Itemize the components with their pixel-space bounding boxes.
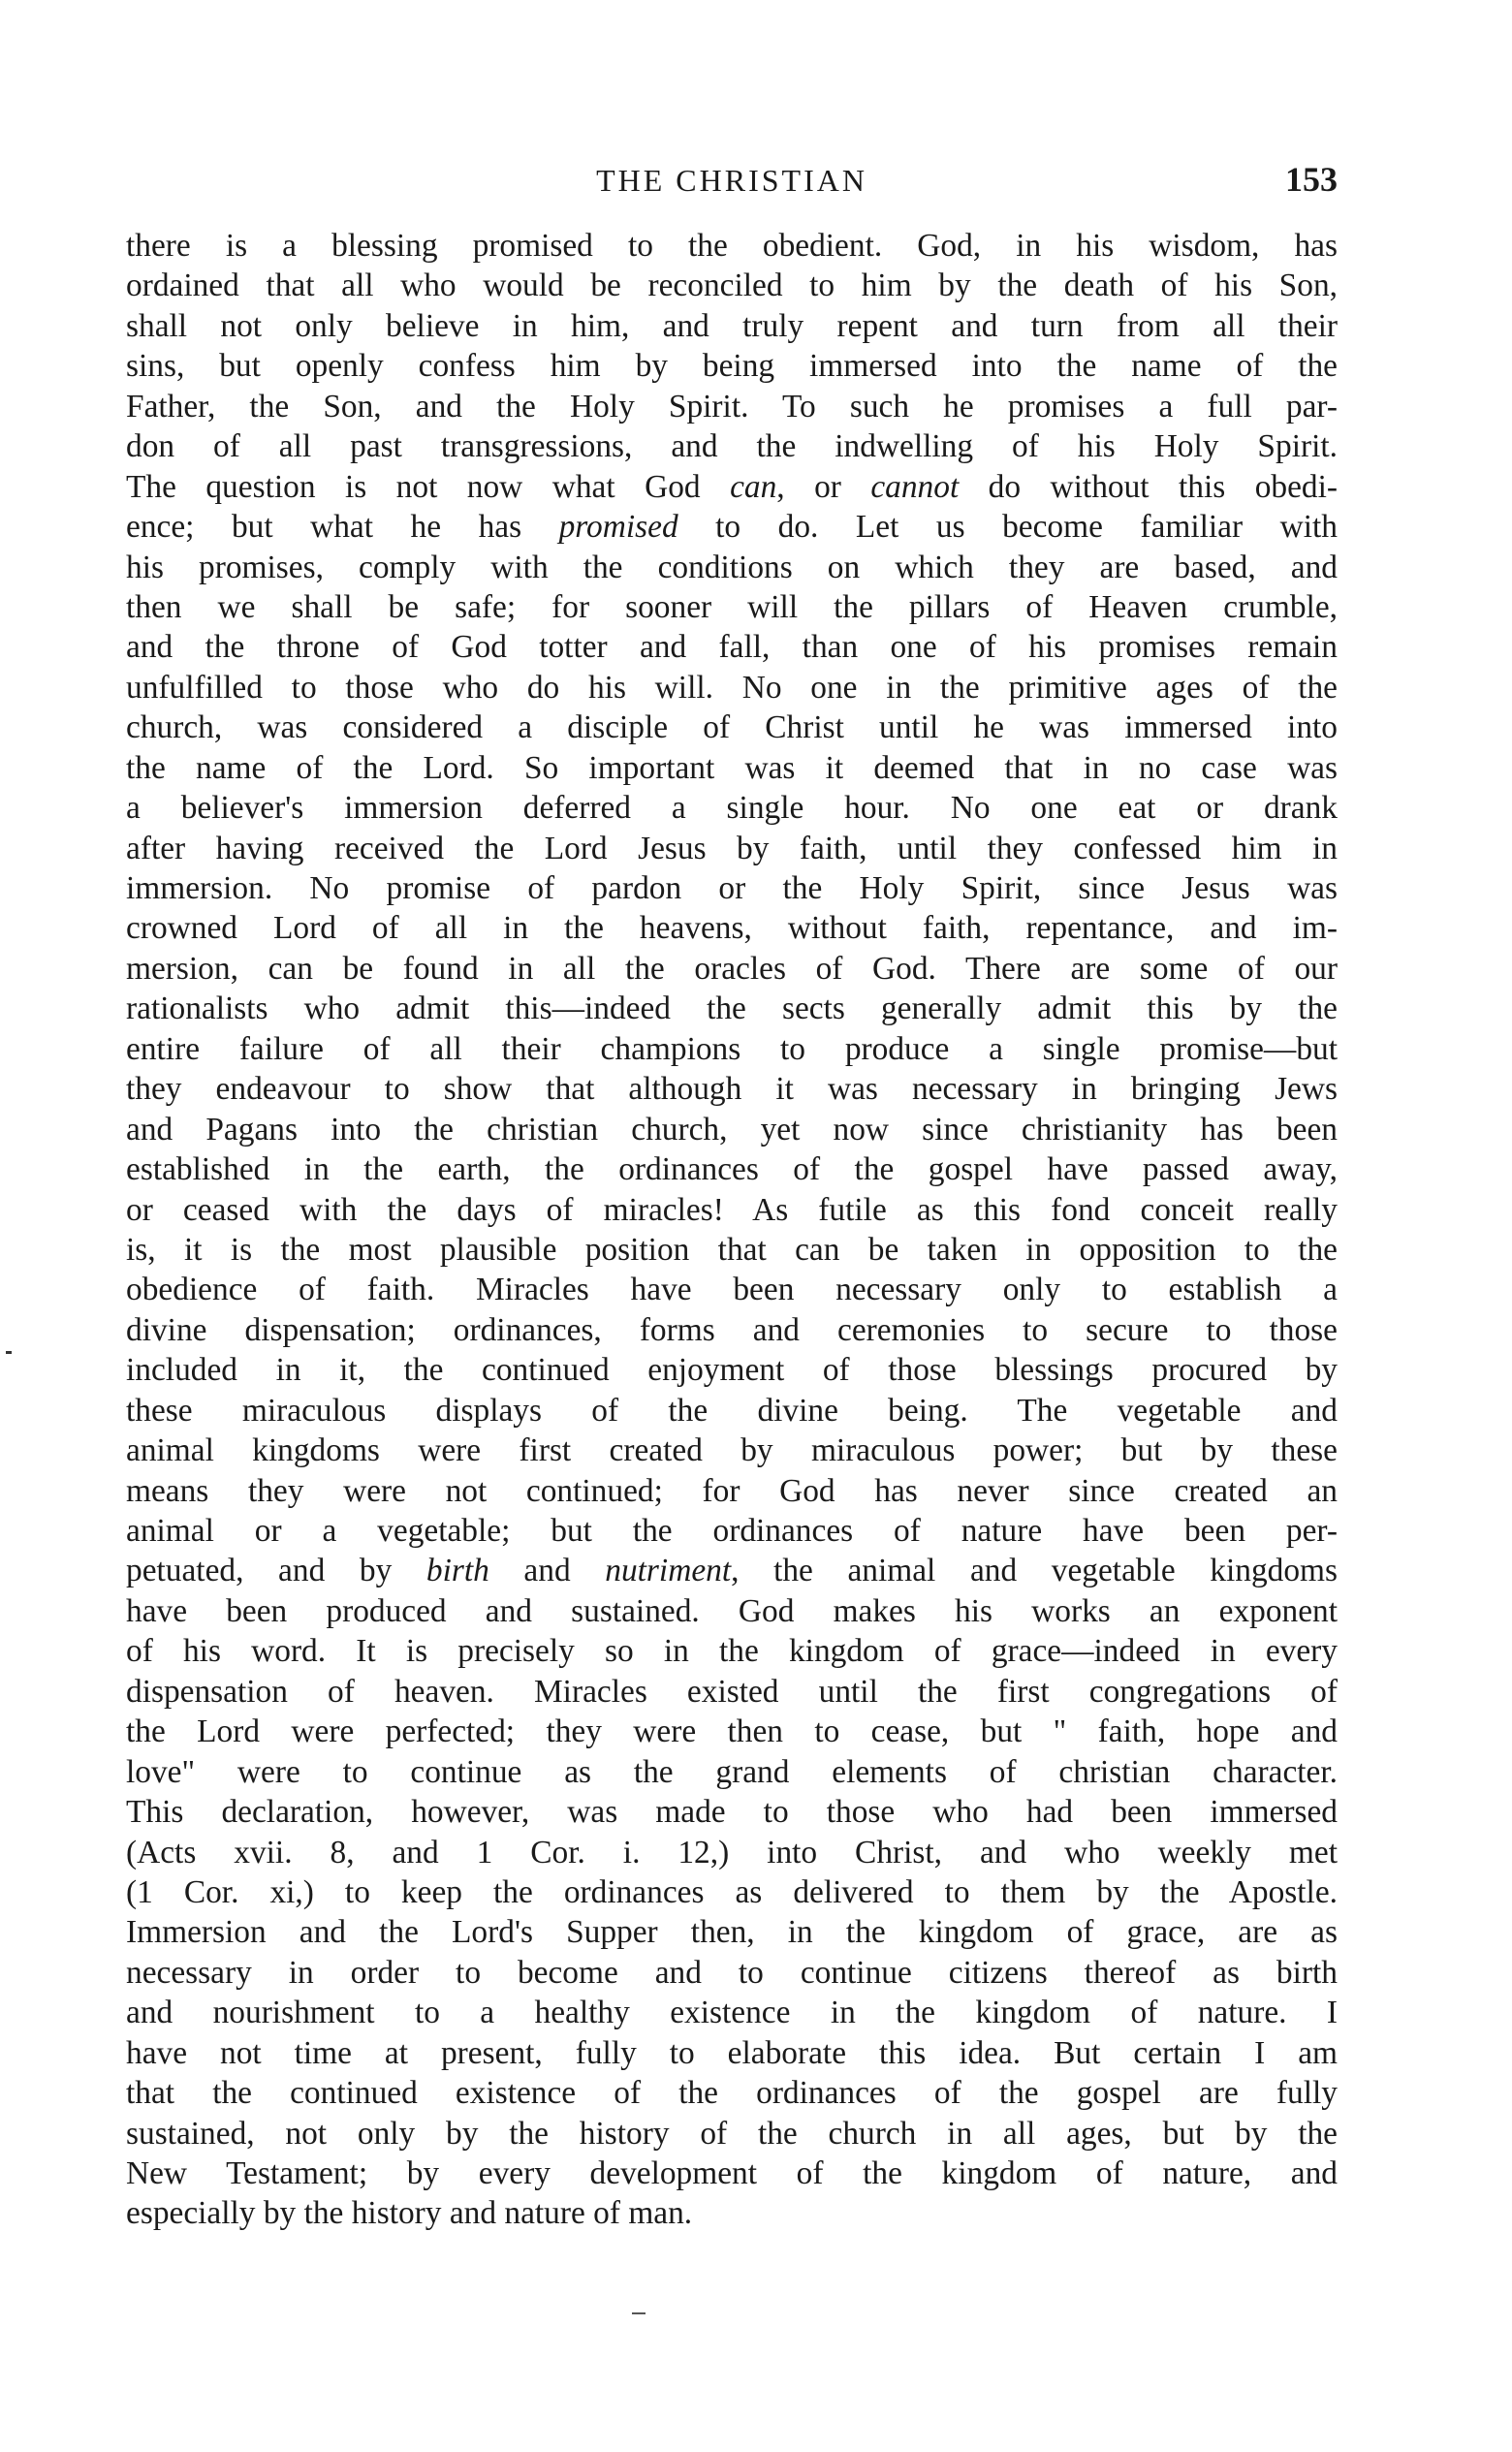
text-line: there is a blessing promised to the obedient. God, in his wisdom, has bbox=[126, 228, 1338, 264]
text-line: after having received the Lord Jesus by faith, until they confessed him in bbox=[126, 830, 1338, 866]
text-line: these miraculous displays of the divine being. The vegetable and bbox=[126, 1392, 1338, 1429]
footer-mark bbox=[632, 2312, 646, 2314]
text-line: they endeavour to show that although it was necessary in bringing Jews bbox=[126, 1071, 1338, 1108]
text-line: animal kingdoms were first created by miraculous power; but by these bbox=[126, 1432, 1338, 1469]
text-line: have been produced and sustained. God makes his works an exponent bbox=[126, 1592, 1338, 1629]
text-line-last: especially by the history and nature of man. bbox=[126, 2195, 693, 2232]
text-line: unfulfilled to those who do his will. No one in the primitive ages of the bbox=[126, 669, 1338, 706]
page-number: 153 bbox=[1285, 160, 1338, 199]
text-line: crowned Lord of all in the heavens, without faith, repentance, and im- bbox=[126, 910, 1338, 947]
text-line: means they were not continued; for God has never since created an bbox=[126, 1472, 1338, 1509]
text-line: ence; but what he has promised to do. Let us become familiar with bbox=[126, 509, 1338, 546]
text-line: sustained, not only by the history of the church in all ages, but by the bbox=[126, 2115, 1338, 2152]
text-line: rationalists who admit this—indeed the sects generally admit this by the bbox=[126, 990, 1338, 1027]
text-line: and Pagans into the christian church, yet now since christianity has been bbox=[126, 1111, 1338, 1147]
text-line: love" were to continue as the grand elements of christian character. bbox=[126, 1753, 1338, 1790]
text-line: that the continued existence of the ordinances of the gospel are fully bbox=[126, 2075, 1338, 2112]
text-line: (1 Cor. xi,) to keep the ordinances as delivered to them by the Apostle. bbox=[126, 1873, 1338, 1910]
running-title: THE CHRISTIAN bbox=[596, 163, 867, 198]
text-line: his promises, comply with the conditions on which they are based, and bbox=[126, 549, 1338, 585]
text-line: (Acts xvii. 8, and 1 Cor. i. 12,) into Christ, and who weekly met bbox=[126, 1834, 1338, 1870]
text-line: is, it is the most plausible position that can be taken in opposition to the bbox=[126, 1231, 1338, 1268]
text-line: mersion, can be found in all the oracles of God. There are some of our bbox=[126, 950, 1338, 987]
text-line: Immersion and the Lord's Supper then, in the kingdom of grace, are as bbox=[126, 1914, 1338, 1951]
text-line: entire failure of all their champions to produce a single promise—but bbox=[126, 1030, 1338, 1067]
text-line: ordained that all who would be reconciled to him by the death of his Son, bbox=[126, 267, 1338, 304]
text-line: a believer's immersion deferred a single hour. No one eat or drank bbox=[126, 790, 1338, 827]
text-line: then we shall be safe; for sooner will the pillars of Heaven crumble, bbox=[126, 588, 1338, 625]
running-head bbox=[126, 160, 1338, 211]
text-line: immersion. No promise of pardon or the Holy Spirit, since Jesus was bbox=[126, 870, 1338, 906]
text-line: petuated, and by birth and nutriment, the animal and vegetable kingdoms bbox=[126, 1553, 1338, 1589]
text-line: included in it, the continued enjoyment of those blessings procured by bbox=[126, 1352, 1338, 1389]
text-line: established in the earth, the ordinances of the gospel have passed away, bbox=[126, 1151, 1338, 1188]
text-line: The question is not now what God can, or cannot do without this obedi- bbox=[126, 468, 1338, 505]
text-line: sins, but openly confess him by being immersed into the name of the bbox=[126, 348, 1338, 385]
body-text bbox=[126, 226, 1338, 2234]
text-line: This declaration, however, was made to those who had been immersed bbox=[126, 1794, 1338, 1831]
text-line: the name of the Lord. So important was it deemed that in no case was bbox=[126, 749, 1338, 786]
text-line: don of all past transgressions, and the indwelling of his Holy Spirit. bbox=[126, 428, 1338, 465]
text-line: Father, the Son, and the Holy Spirit. To such he promises a full par- bbox=[126, 388, 1338, 424]
text-line: dispensation of heaven. Miracles existed until the first congregations of bbox=[126, 1673, 1338, 1710]
text-line: or ceased with the days of miracles! As futile as this fond conceit really bbox=[126, 1191, 1338, 1228]
text-line: and nourishment to a healthy existence in the kingdom of nature. I bbox=[126, 1995, 1338, 2031]
text-line: church, was considered a disciple of Christ until he was immersed into bbox=[126, 709, 1338, 746]
text-line: obedience of faith. Miracles have been necessary only to establish a bbox=[126, 1272, 1338, 1308]
text-line: animal or a vegetable; but the ordinances of nature have been per- bbox=[126, 1513, 1338, 1549]
text-line: necessary in order to become and to continue citizens thereof as birth bbox=[126, 1954, 1338, 1991]
text-line: divine dispensation; ordinances, forms and ceremonies to secure to those bbox=[126, 1311, 1338, 1348]
text-line: shall not only believe in him, and truly repent and turn from all their bbox=[126, 307, 1338, 344]
text-line: of his word. It is precisely so in the kingdom of grace—indeed in every bbox=[126, 1633, 1338, 1670]
margin-mark bbox=[6, 1351, 12, 1354]
text-line: have not time at present, fully to elaborate this idea. But certain I am bbox=[126, 2034, 1338, 2071]
text-line: and the throne of God totter and fall, than one of his promises remain bbox=[126, 629, 1338, 666]
text-line: New Testament; by every development of the kingdom of nature, and bbox=[126, 2155, 1338, 2191]
text-line: the Lord were perfected; they were then to cease, but " faith, hope and bbox=[126, 1713, 1338, 1750]
